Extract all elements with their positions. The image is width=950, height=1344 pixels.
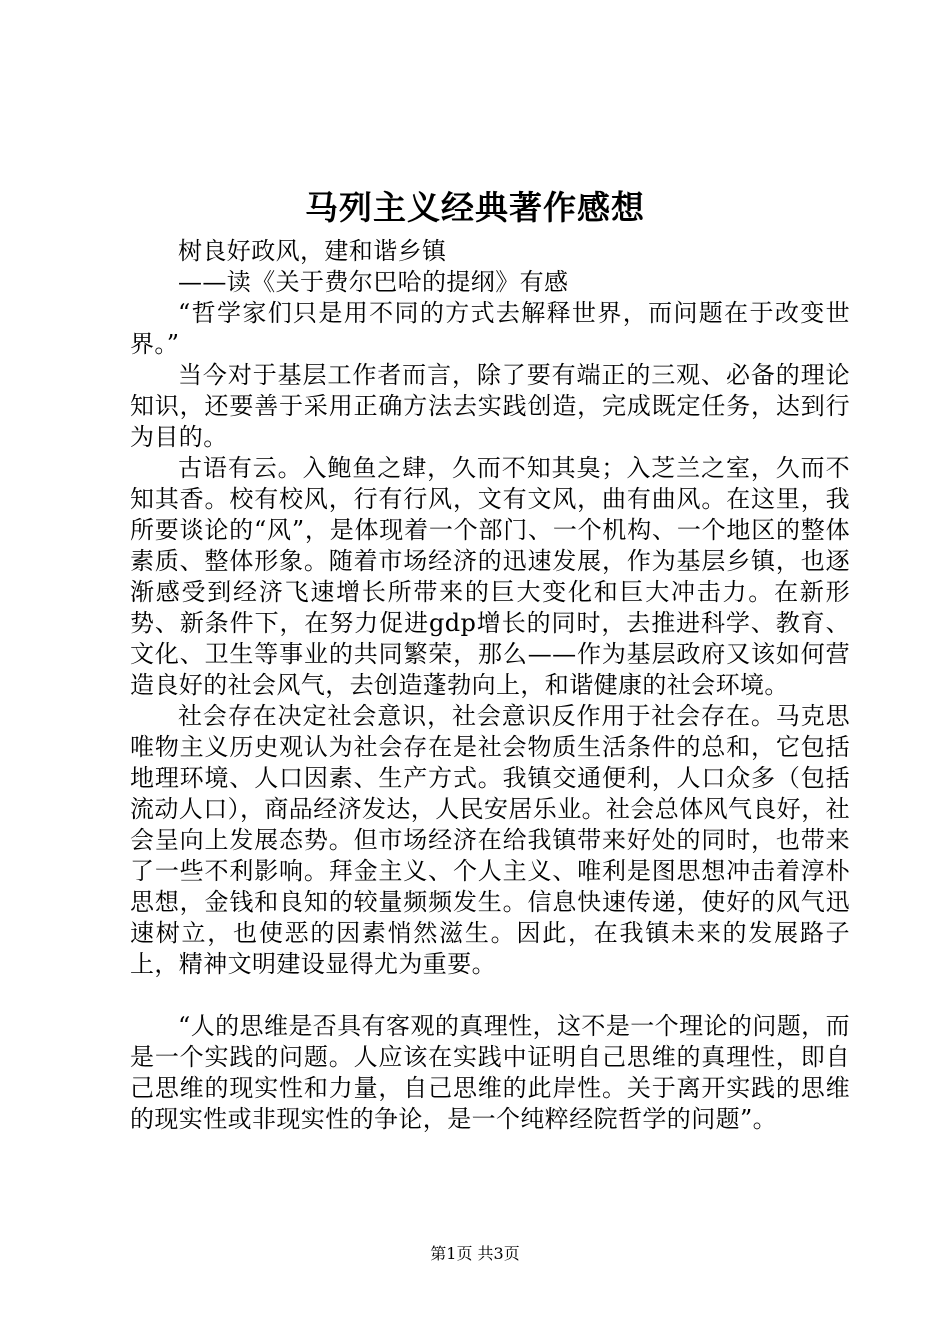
page-footer: 第1页 共3页 — [430, 1244, 520, 1263]
subtitle-source-line: ——读《关于费尔巴哈的提纲》有感 — [178, 268, 569, 296]
body-paragraph: 古语有云。入鲍鱼之肆，久而不知其臭；入芝兰之室，久而不知其香。校有校风，行有行风，文有文风，曲有曲风。在这里，我所要谈论的“风”，是体现着一个部门、一个机构、一个地区的整体素质、整体形象。随着市场经济的迅速发展，作为基层乡镇，也逐渐感受到经济飞速增长所带来的巨大变化和巨大冲击力。在新形势、新条件下，在努力促进gdp增长的同时，去推进科学、教育、文化、卫生等事业的共同繁荣，那么——作为基层政府又该如何营造良好的社会风气，去创造蓬勃向上，和谐健康的社会环境。 — [130, 454, 850, 699]
document-body — [130, 236, 850, 1135]
quote-paragraph: “人的思维是否具有客观的真理性，这不是一个理论的问题，而是一个实践的问题。人应该在实践中证明自己思维的真理性，即自己思维的现实性和力量，自己思维的此岸性。关于离开实践的思维的现实性或非现实性的争论，是一个纯粹经院哲学的问题”。 — [130, 1012, 850, 1133]
quote-paragraph: “哲学家们只是用不同的方式去解释世界，而问题在于改变世界。” — [130, 299, 850, 358]
subtitle-line: 树良好政风，建和谐乡镇 — [178, 237, 447, 265]
body-paragraph: 社会存在决定社会意识，社会意识反作用于社会存在。马克思唯物主义历史观认为社会存在是社会物质生活条件的总和，它包括地理环境、人口因素、生产方式。我镇交通便利，人口众多（包括流动人口），商品经济发达，人民安居乐业。社会总体风气良好，社会呈向上发展态势。但市场经济在给我镇带来好处的同时，也带来了一些不利影响。拜金主义、个人主义、唯利是图思想冲击着淳朴思想，金钱和良知的较量频频发生。信息快速传递，使好的风气迅速树立，也使恶的因素悄然滋生。因此，在我镇未来的发展路子上，精神文明建设显得尤为重要。 — [130, 702, 850, 978]
document-title: 马列主义经典著作感想 — [305, 188, 645, 227]
body-paragraph: 当今对于基层工作者而言，除了要有端正的三观、必备的理论知识，还要善于采用正确方法去实践创造，完成既定任务，达到行为目的。 — [130, 361, 850, 451]
